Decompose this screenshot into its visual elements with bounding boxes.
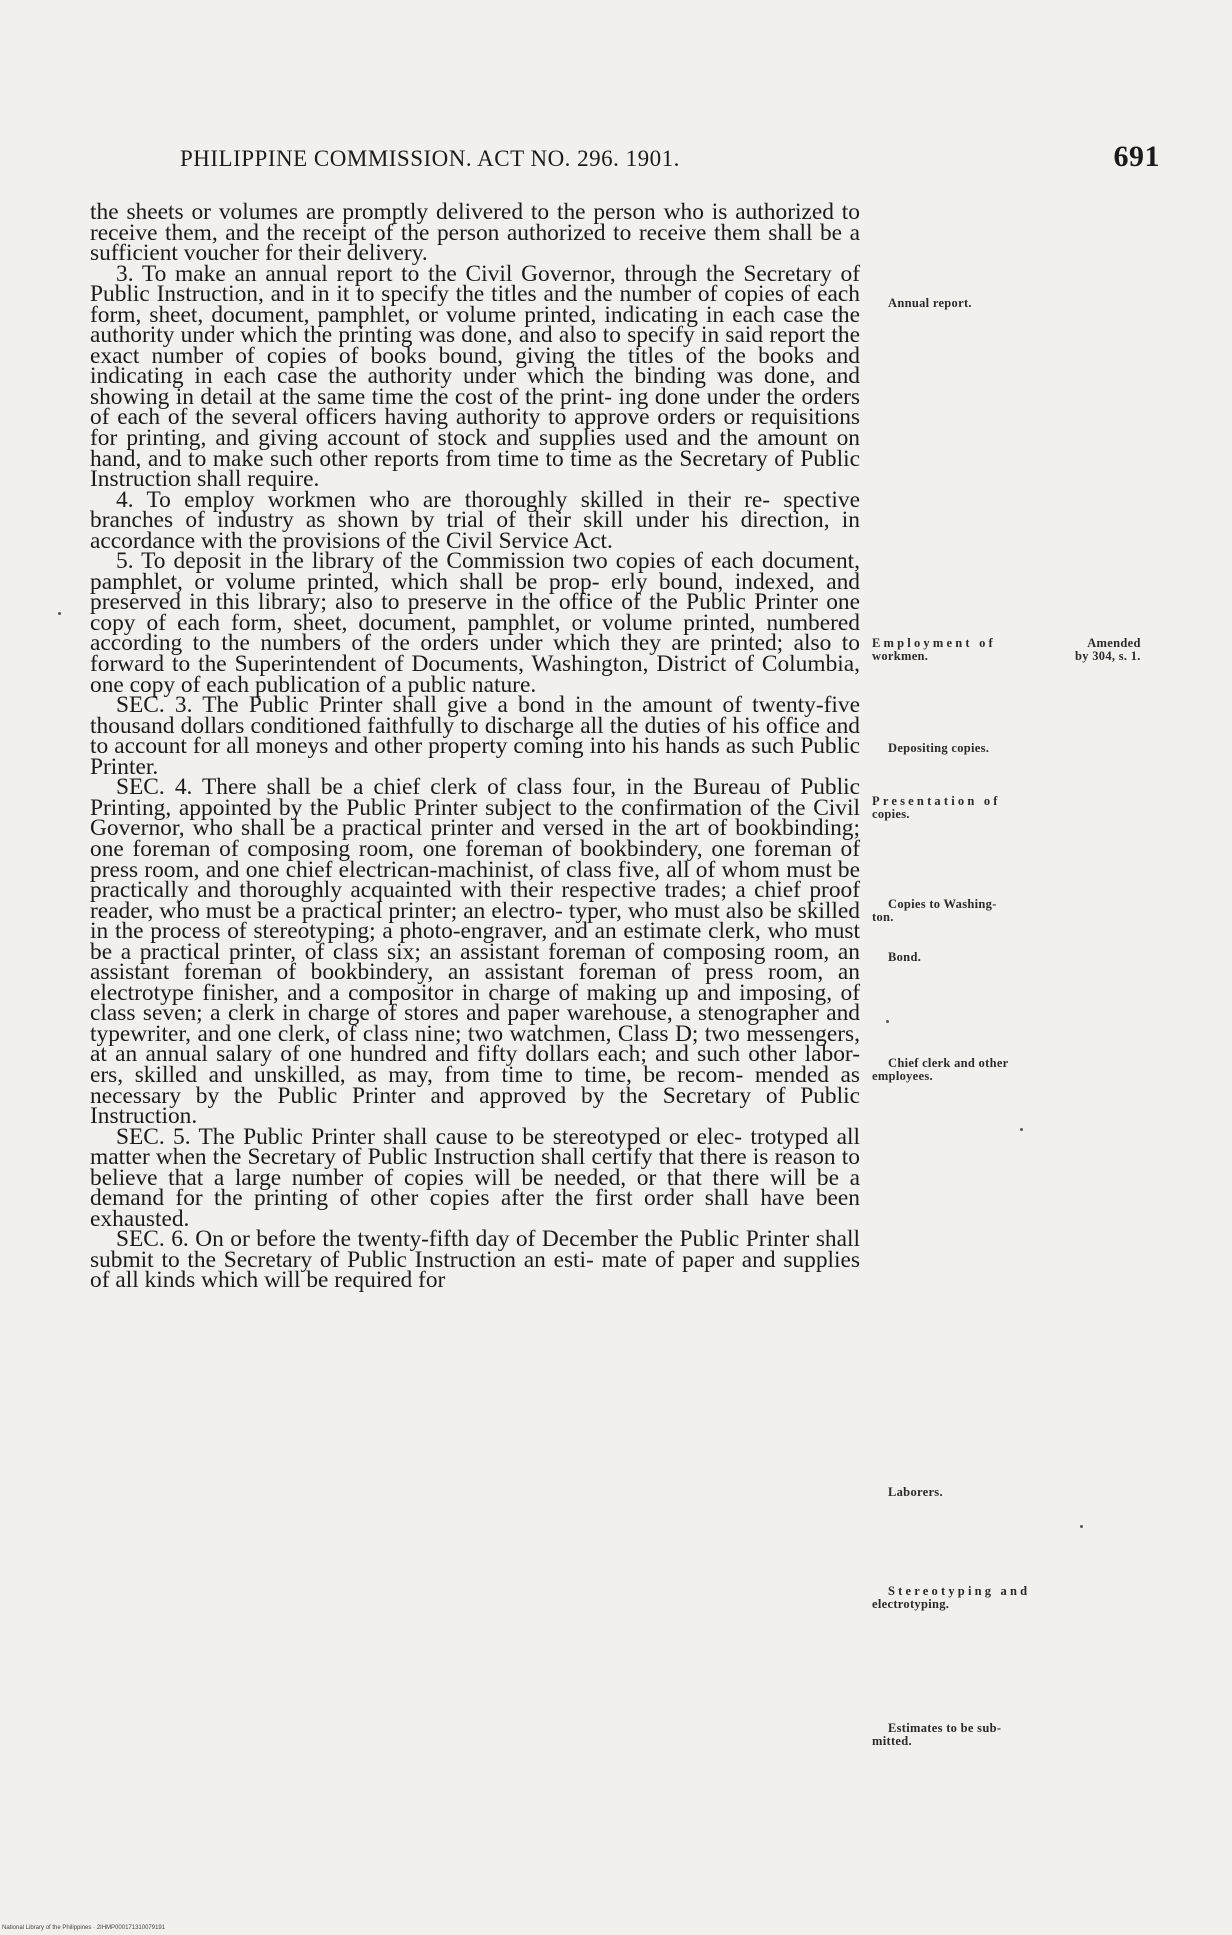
section-label: SEC. 6. [116,1226,189,1253]
page-number: 691 [1113,140,1160,173]
margin-note-line: electrotyping. [872,1596,950,1611]
margin-note-line: employees. [872,1068,933,1083]
paragraph-sec-6 [90,1226,860,1294]
margin-note-bond: Bond. [888,950,922,964]
paragraph-sec-5 [90,1123,860,1232]
margin-note-line: Employment of [872,636,996,650]
margin-note-line: workmen. [872,648,929,663]
running-head [180,146,680,172]
section-text: On or before the twenty-fifth day of December the Public Printer shall submit to the Secretary of Public Instruction an esti- mate of paper and supplies of all kinds which will be required for [90,1226,860,1294]
margin-note-line: Copies to Washing- [888,897,997,911]
paragraph-deposit-copies: 5. To deposit in the library of the Commission two copies of each document, pamphlet, or volume printed, which shall be prop- erly bound, indexed, and preserved in this library; also to preserve in the office of the Public Printer one copy of each form, sheet, document, pamphlet, or volume printed, numbered according to the numbers of the orders under which they are printed; also to forward to the Superintendent of Documents, Washington, District of Columbia, one copy of each publication of a public nature. [90,548,860,698]
scan-speck [1080,1525,1083,1528]
margin-note-line: ton. [872,909,894,924]
page-header [180,140,1160,180]
margin-note-annual-report: Annual report. [888,296,972,310]
scan-speck [886,1020,889,1023]
paragraph-sec-4 [90,774,860,1130]
margin-note-line: by 304, s. 1. [1075,648,1141,663]
body-text [90,199,860,1294]
paragraph-sec-3 [90,692,860,780]
paragraph-annual-report: 3. To make an annual report to the Civil Governor, through the Secretary of Public Instruction, and in it to specify the titles and the number of copies of each form, sheet, document, pamphlet, or volume printed, indicating in each case the authority under which the printing was done, and also to specify in said report the exact number of copies of books bound, giving the titles of the books and indicating in each case the authority under which the binding was done, and showing in detail at the same time the cost of the print- ing done under the orders of each of the several officers having authority to approve orders or requisitions for printing, and giving account of stock and supplies used and the amount on hand, and to make such other reports from time to time as the Secretary of Public Instruction shall require. [90,260,860,493]
margin-note-line: Stereotyping and [888,1584,1031,1598]
section-label: SEC. 5. [116,1123,191,1150]
section-label: SEC. 4. [116,774,193,801]
margin-note-estimates [872,1722,1001,1747]
margin-note-line: Chief clerk and other [888,1056,1009,1070]
section-text: There shall be a chief clerk of class four, in the Bureau of Public Printing, appointed by the Public Printer subject to the confirmation of the Civil Governor, who shall be a practical printer and versed in the art of bookbinding; one foreman of composing room, one foreman of bookbindery, one foreman of press room, and one chief electrican-machinist, of class five, all of whom must be practically and thoroughly acquainted with their respective trades; a chief proof reader, who must be a practical printer; an electro- typer, who must also be skilled in the process of stereotyping; a photo-engraver, and an estimate clerk, who must be a practical printer, of class six; an assistant foreman of composing room, an assistant foreman of bookbindery, an assistant foreman of press room, an electrotype finisher, and a compositor in charge of making up and imposing, of class seven; a clerk in charge of stores and paper warehouse, a stenographer and typewriter, and one clerk, of class nine; two watchmen, Class D; two messengers, at an annual salary of one hundred and fifty dollars each; and such other labor- ers, skilled and unskilled, as may, from time to time, be recom- mended as necessary by the Public Printer and approved by the Secretary of Public Instruction. [90,774,860,1130]
margin-note-line: Presentation of [872,794,1001,808]
margin-note-stereotyping [872,1585,1030,1610]
scan-speck [58,612,61,615]
section-text: The Public Printer shall give a bond in the amount of twenty-five thousand dollars conditioned faithfully to discharge all the duties of his office and to account for all moneys and other property coming into his hands as such Public Printer. [90,692,860,780]
margin-note-line: mitted. [872,1733,912,1748]
margin-note-line: copies. [872,806,910,821]
margin-note-depositing: Depositing copies. [888,741,990,755]
paragraph-employ-workmen: 4. To employ workmen who are thoroughly skilled in their re- spective branches of industry as shown by trial of their skill under his direction, in accordance with the provisions of the Civil Service Act. [90,486,860,554]
margin-note-copies-washington [872,898,997,923]
margin-note-laborers: Laborers. [888,1485,943,1499]
section-label: SEC. 3. [116,692,193,719]
scan-speck [1020,1128,1023,1131]
scan-credit: National Library of the Philippines · 2IHMP000171310079191 [2,1925,166,1931]
paragraph-continuation: the sheets or volumes are promptly delivered to the person who is authorized to receive them, and the receipt of the person authorized to receive them shall be a sufficient voucher for their delivery. [90,199,860,267]
margin-note-amended [1075,637,1141,662]
running-head-text: PHILIPPINE COMMISSION. ACT NO. 296. 1901. [180,146,680,171]
margin-note-employment [872,637,996,662]
margin-note-chief-clerk [872,1057,1009,1082]
section-text: The Public Printer shall cause to be stereotyped or elec- trotyped all matter when the Secretary of Public Instruction shall certify that there is reason to believe that a large number of copies will be needed, or that there will be a demand for the printing of other copies after the first order shall have been exhausted. [90,1123,860,1232]
margin-note-presentation [872,795,1001,820]
margin-note-line: Estimates to be sub- [888,1721,1002,1735]
margin-note-line: Amended [1087,636,1141,650]
